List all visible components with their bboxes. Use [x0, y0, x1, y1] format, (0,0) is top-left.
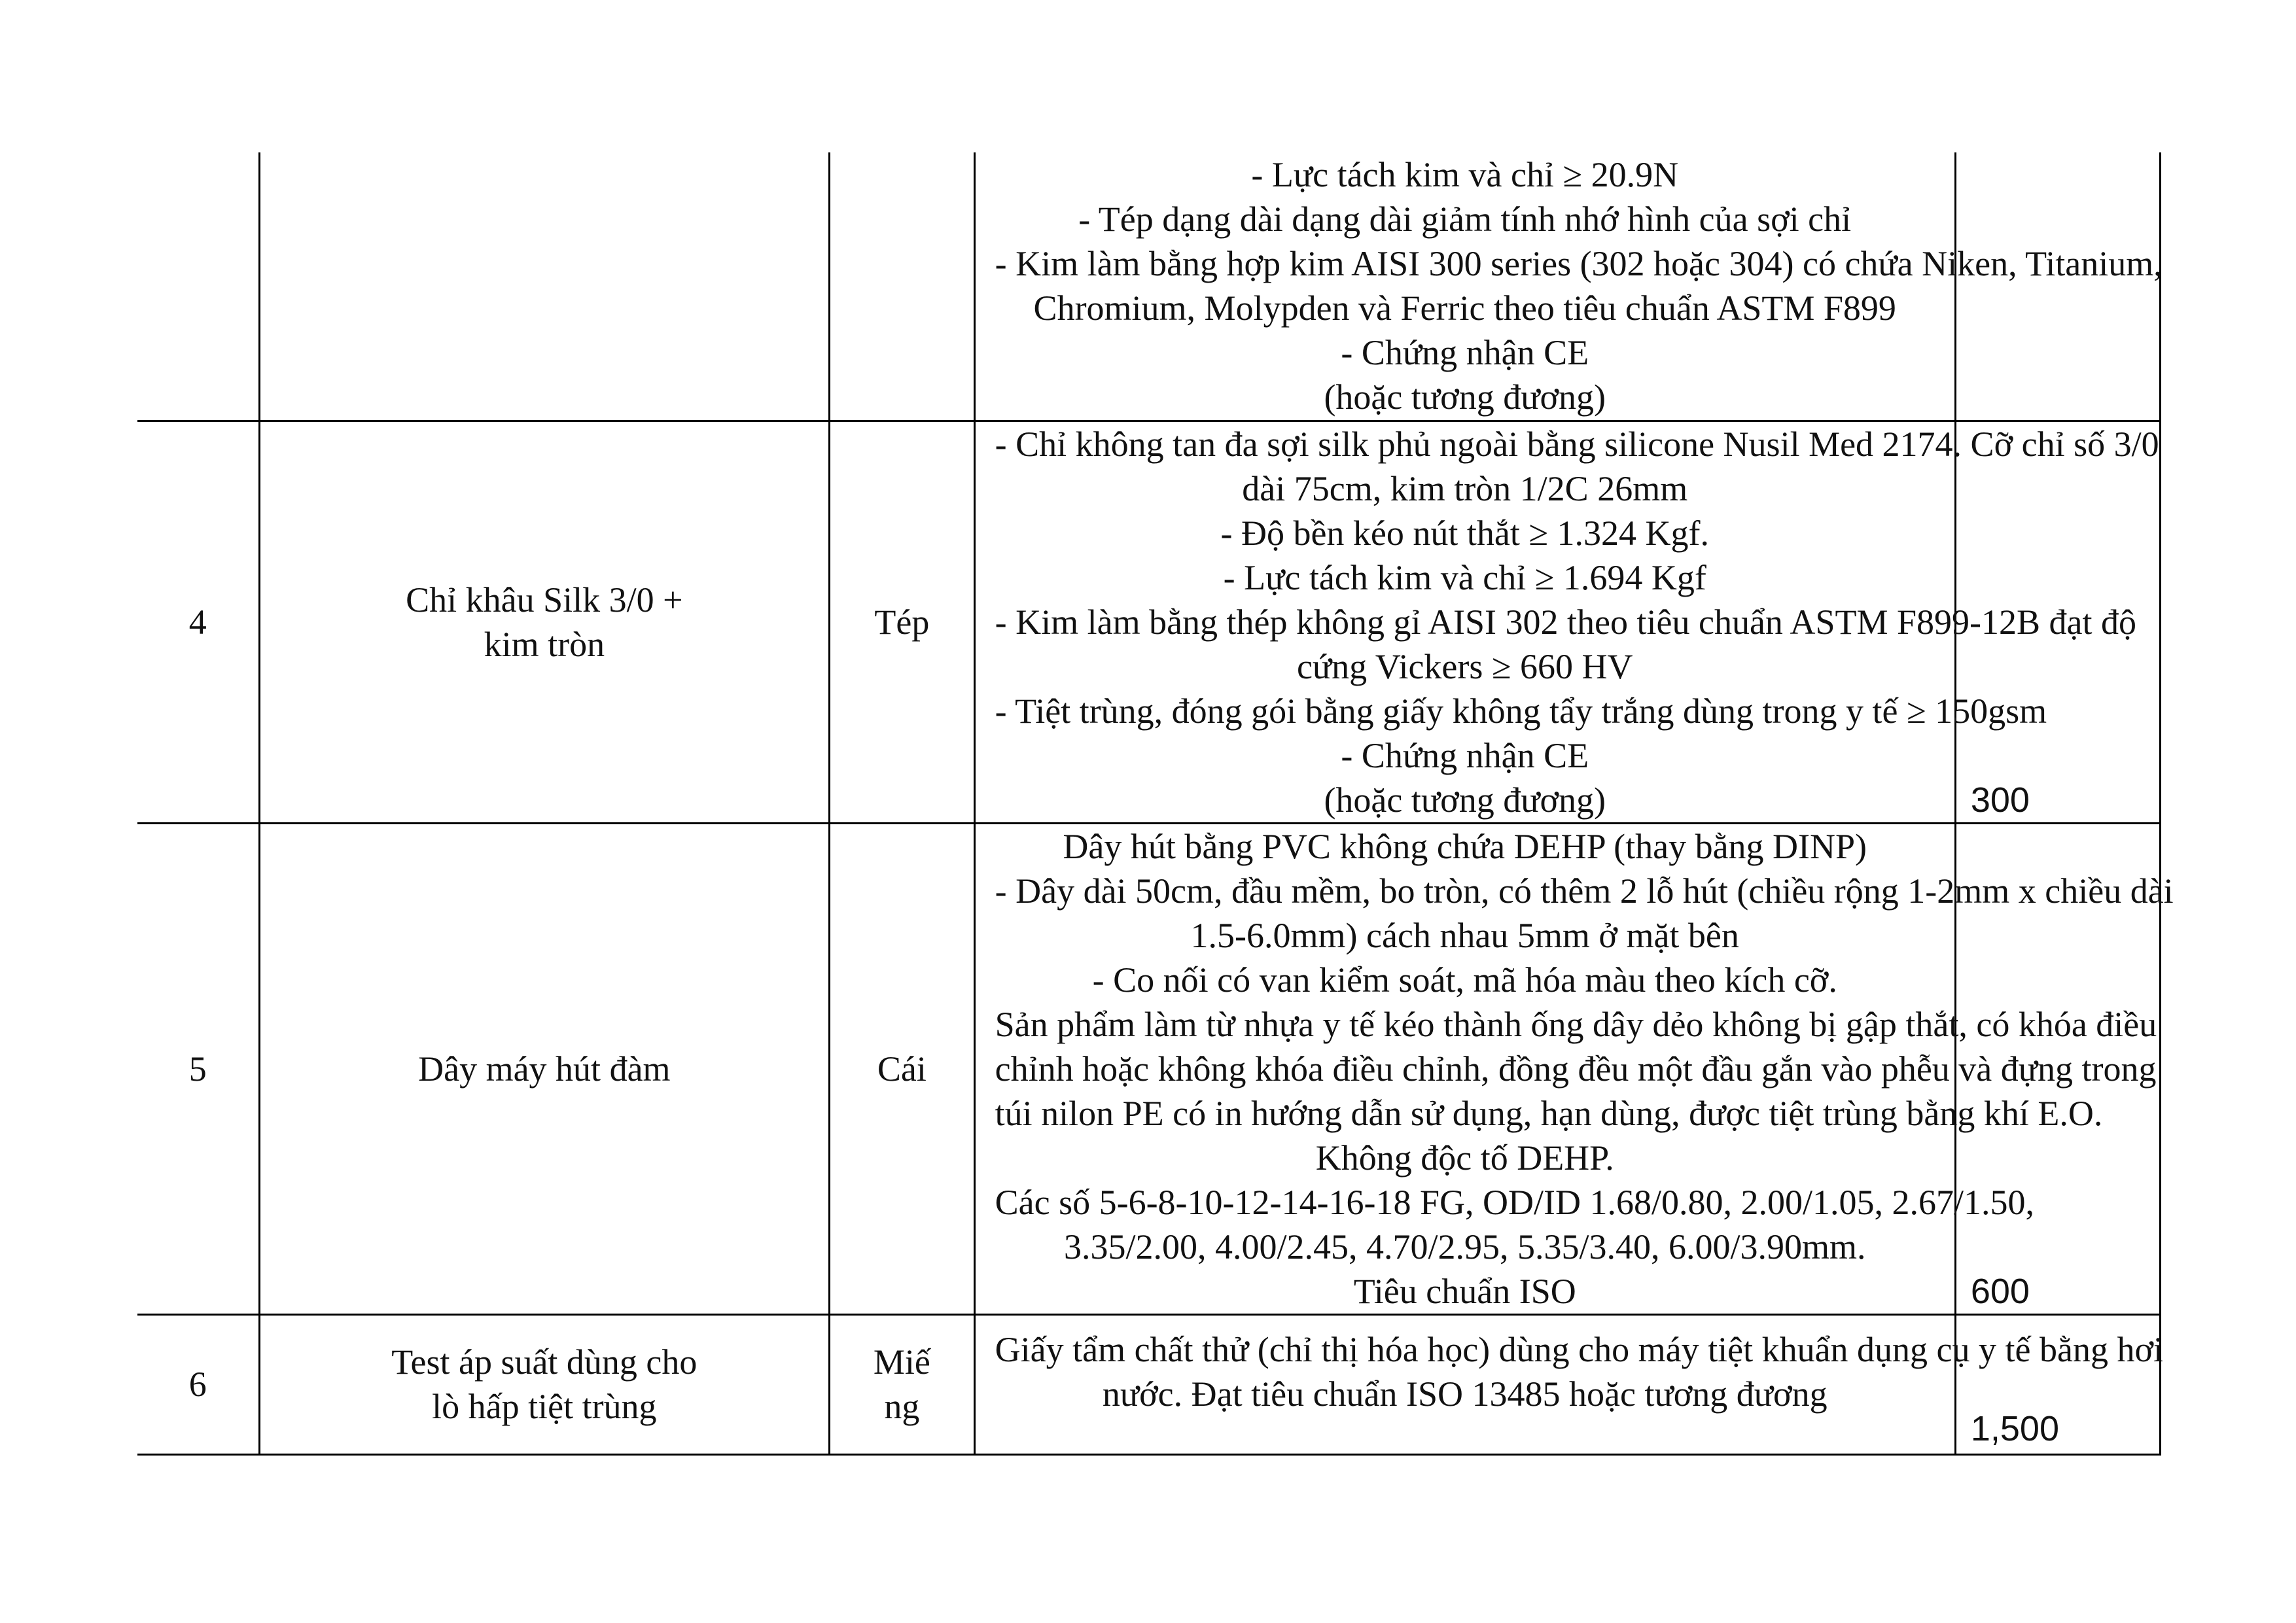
spec-line: - Chứng nhận CE: [1341, 333, 1589, 373]
unit-cell: [830, 1314, 975, 1454]
unit-cell: [830, 823, 975, 1314]
item-number-cell: 6: [137, 1314, 259, 1454]
item-name-line: lò hấp tiệt trùng: [432, 1387, 657, 1426]
item-name-line: Chỉ khâu Silk 3/0 +: [406, 580, 683, 620]
spec-line: dài 75cm, kim tròn 1/2C 26mm: [1242, 468, 1688, 508]
spec-line: cứng Vickers ≥ 660 HV: [1296, 646, 1633, 686]
spec-line: - Co nối có van kiểm soát, mã hóa màu theo kích cỡ.: [1092, 960, 1837, 1000]
item-name-line: Test áp suất dùng cho: [391, 1342, 698, 1382]
spec-line: (hoặc tương đương): [1324, 377, 1606, 417]
unit-cell: [830, 152, 975, 421]
spec-line: Giấy tẩm chất thử (chỉ thị hóa học) dùng cho máy tiệt khuẩn dụng cụ y tế bằng hơi: [995, 1329, 2163, 1369]
quantity-cell: 300: [1955, 421, 2160, 823]
quantity-cell: 600: [1955, 823, 2160, 1314]
spec-line: chỉnh hoặc không khóa điều chỉnh, đồng đều một đầu gắn vào phễu và đựng trong: [995, 1049, 2157, 1089]
spec-line: túi nilon PE có in hướng dẫn sử dụng, hạn dùng, được tiệt trùng bằng khí E.O.: [995, 1093, 2103, 1133]
spec-line: 1.5-6.0mm) cách nhau 5mm ở mặt bên: [1190, 915, 1739, 955]
item-number-cell: 5: [137, 823, 259, 1314]
spec-line: - Chứng nhận CE: [1341, 735, 1589, 775]
spec-line: nước. Đạt tiêu chuẩn ISO 13485 hoặc tương đương: [1102, 1374, 1828, 1414]
table-row: [137, 152, 2161, 421]
spec-line: - Kim làm bằng hợp kim AISI 300 series (302 hoặc 304) có chứa Niken, Titanium,: [995, 244, 2163, 284]
spec-line: Chromium, Molypden và Ferric theo tiêu chuẩn ASTM F899: [1033, 288, 1896, 328]
unit-line: Cái: [877, 1049, 927, 1089]
spec-line: - Tép dạng dài dạng dài giảm tính nhớ hình của sợi chỉ: [1078, 200, 1852, 239]
spec-line: - Tiệt trùng, đóng gói bằng giấy không tẩy trắng dùng trong y tế ≥ 150gsm: [995, 691, 2047, 731]
specification-table: [137, 152, 2174, 1456]
spec-line: 3.35/2.00, 4.00/2.45, 4.70/2.95, 5.35/3.40, 6.00/3.90mm.: [1063, 1227, 1866, 1266]
unit-line: ng: [884, 1387, 920, 1426]
item-name-line: Dây máy hút đàm: [418, 1049, 671, 1089]
quantity-cell: 1,500: [1955, 1314, 2160, 1454]
item-number-cell: 4: [137, 421, 259, 823]
spec-line: - Lực tách kim và chỉ ≥ 20.9N: [1251, 155, 1679, 195]
unit-line: Tép: [874, 602, 930, 642]
table-row: [137, 1314, 2161, 1454]
spec-line: - Chỉ không tan đa sợi silk phủ ngoài bằng silicone Nusil Med 2174. Cỡ chỉ số 3/0: [995, 424, 2159, 464]
item-number-cell: [137, 152, 259, 421]
spec-line: - Độ bền kéo nút thắt ≥ 1.324 Kgf.: [1220, 513, 1709, 553]
spec-line: - Kim làm bằng thép không gỉ AISI 302 theo tiêu chuẩn ASTM F899-12B đạt độ: [995, 602, 2136, 642]
spec-line: Dây hút bằng PVC không chứa DEHP (thay bằng DINP): [1063, 826, 1867, 866]
specification-cell: [974, 823, 2174, 1314]
item-name-line: kim tròn: [484, 624, 605, 664]
spec-line: Không độc tố DEHP.: [1315, 1138, 1614, 1178]
item-name-cell: [259, 823, 829, 1314]
table-row: [137, 421, 2161, 823]
specification-cell: [974, 152, 2163, 421]
item-name-cell: [259, 421, 829, 823]
spec-line: Các số 5-6-8-10-12-14-16-18 FG, OD/ID 1.68/0.80, 2.00/1.05, 2.67/1.50,: [995, 1182, 2034, 1222]
spec-line: Sản phẩm làm từ nhựa y tế kéo thành ống dây dẻo không bị gập thắt, có khóa điều: [995, 1004, 2157, 1044]
item-name-cell: [259, 1314, 829, 1454]
unit-cell: [830, 421, 975, 823]
quantity-cell: [1955, 152, 2160, 421]
unit-line: Miế: [873, 1342, 930, 1382]
table-row: [137, 823, 2161, 1314]
spec-line: Tiêu chuẩn ISO: [1353, 1271, 1576, 1311]
spec-line: (hoặc tương đương): [1324, 780, 1606, 820]
spec-line: - Lực tách kim và chỉ ≥ 1.694 Kgf: [1223, 557, 1706, 597]
item-name-cell: [259, 152, 829, 421]
spec-line: - Dây dài 50cm, đầu mềm, bo tròn, có thêm 2 lỗ hút (chiều rộng 1-2mm x chiều dài: [995, 871, 2174, 911]
